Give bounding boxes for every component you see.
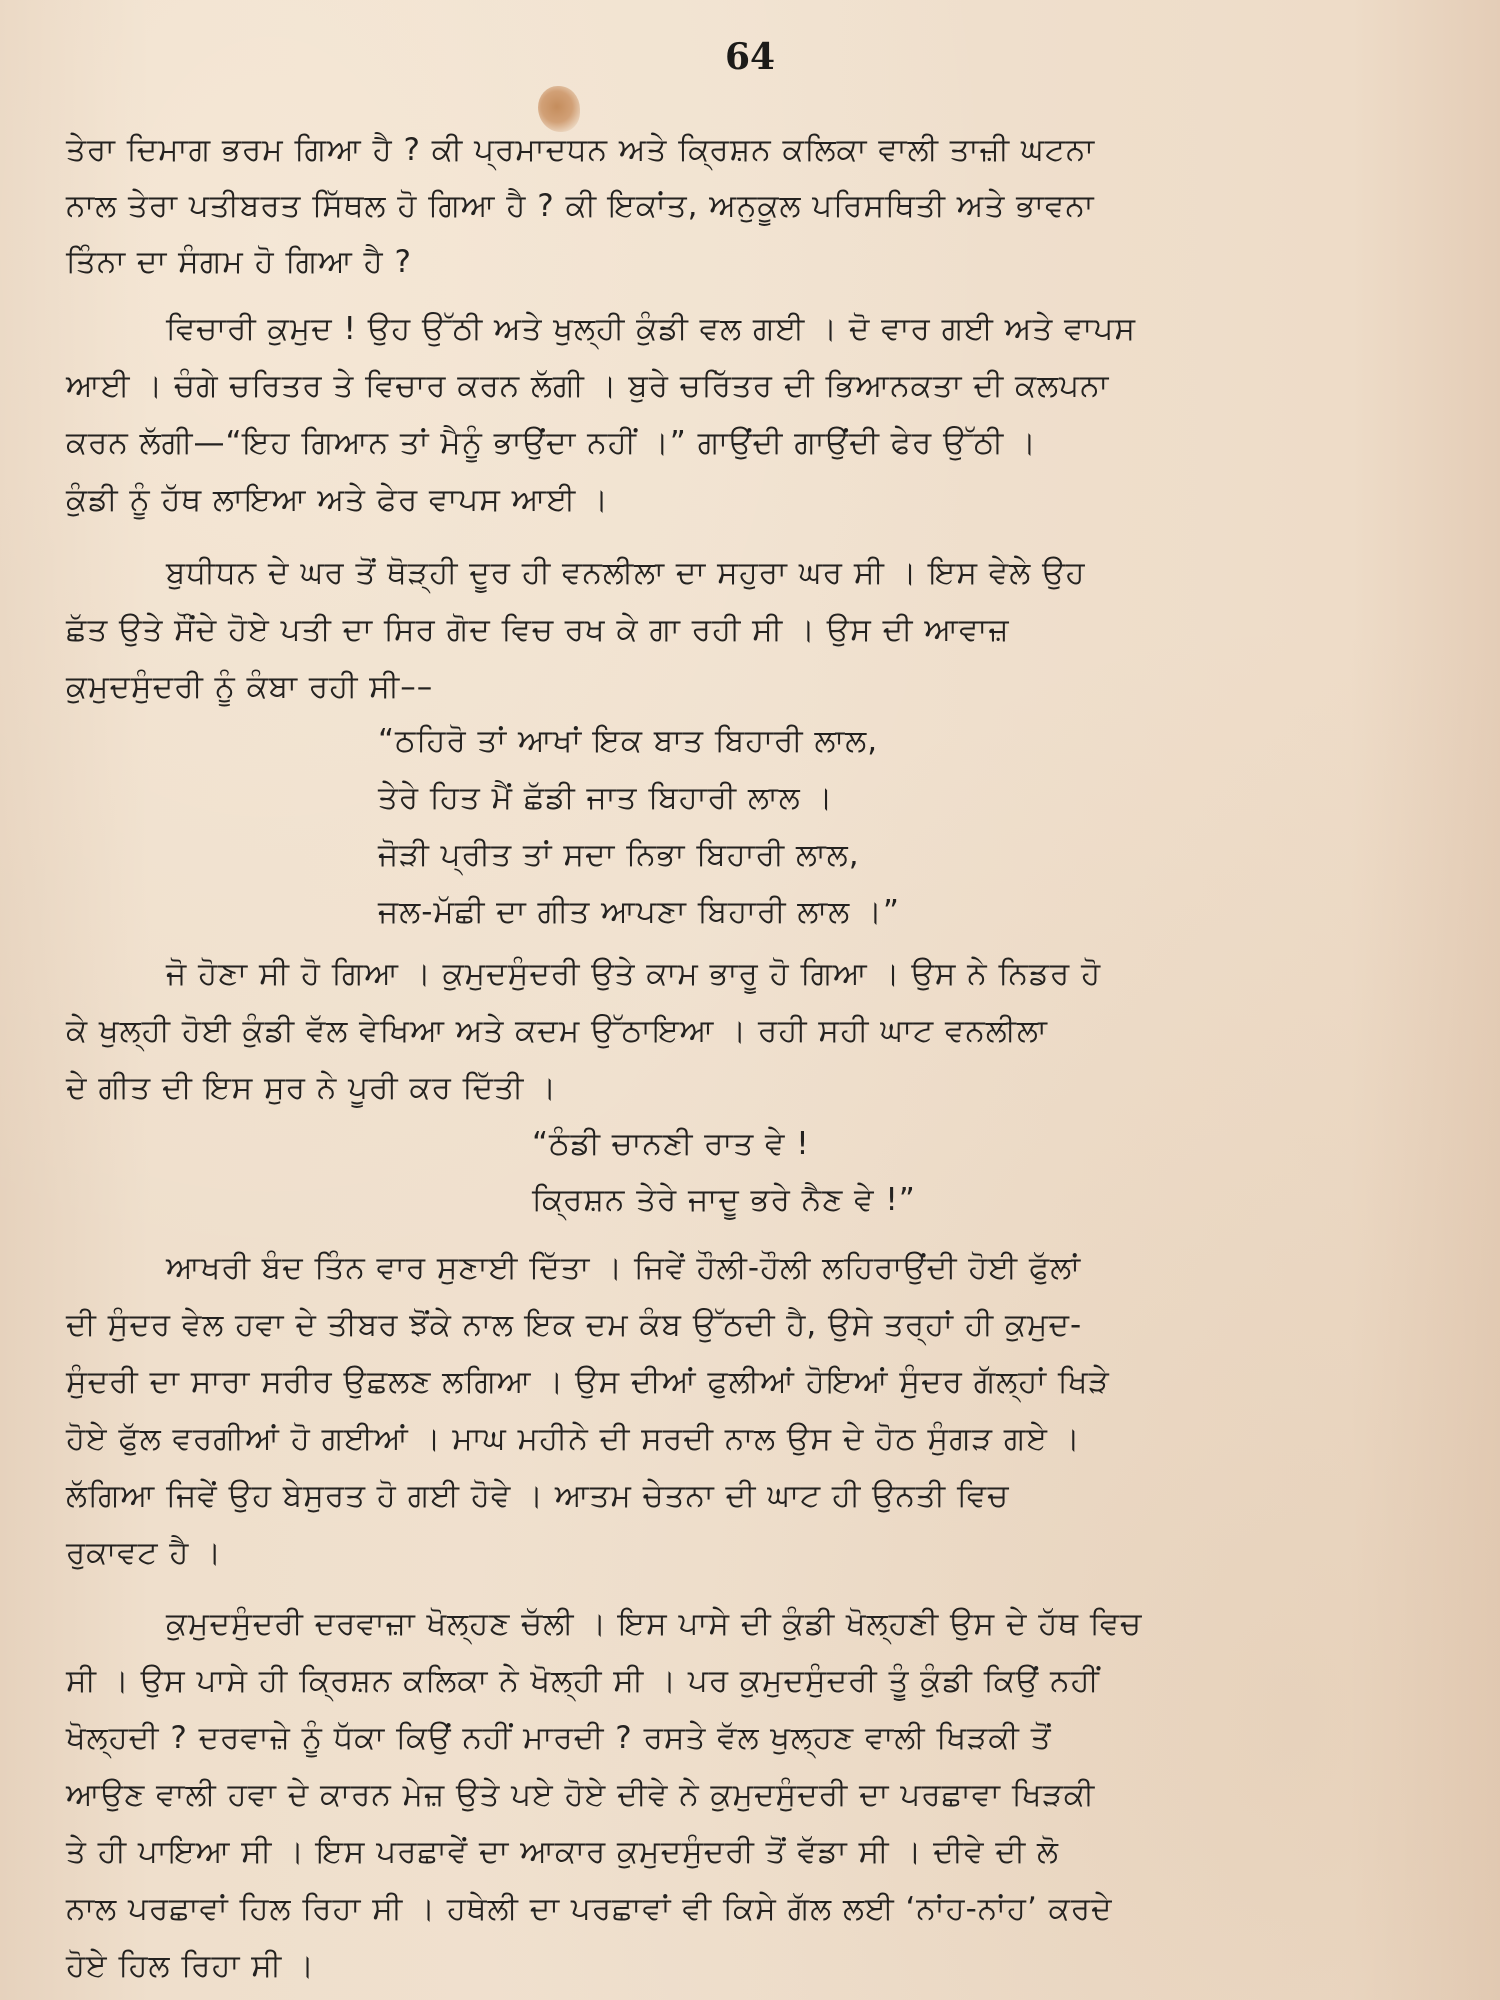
paragraph-2-line-3: ਕਰਨ ਲੱਗੀ—“ਇਹ ਗਿਆਨ ਤਾਂ ਮੈਨੂੰ ਭਾਉਂਦਾ ਨਹੀਂ ।” ਗਾਉਂਦੀ ਗਾਉਂਦੀ ਫੇਰ ਉੱਠੀ । xyxy=(66,425,1037,461)
paragraph-6-line-6: ਨਾਲ ਪਰਛਾਵਾਂ ਹਿਲ ਰਿਹਾ ਸੀ । ਹਥੇਲੀ ਦਾ ਪਰਛਾਵਾਂ ਵੀ ਕਿਸੇ ਗੱਲ ਲਈ ‘ਨਾਂਹ-ਨਾਂਹ’ ਕਰਦੇ xyxy=(66,1891,1113,1927)
paragraph-5-line-4: ਹੋਏ ਫੁੱਲ ਵਰਗੀਆਂ ਹੋ ਗਈਆਂ । ਮਾਘ ਮਹੀਨੇ ਦੀ ਸਰਦੀ ਨਾਲ ਉਸ ਦੇ ਹੋਠ ਸੁੰਗੜ ਗਏ । xyxy=(66,1421,1081,1457)
paragraph-2-line-1: ਵਿਚਾਰੀ ਕੁਮੁਦ ! ਉਹ ਉੱਠੀ ਅਤੇ ਖੁਲ੍ਹੀ ਕੁੰਡੀ ਵਲ ਗਈ । ਦੋ ਵਾਰ ਗਈ ਅਤੇ ਵਾਪਸ xyxy=(166,311,1137,347)
poem-2-line-2: ਕ੍ਰਿਸ਼ਨ ਤੇਰੇ ਜਾਦੂ ਭਰੇ ਨੈਣ ਵੇ !” xyxy=(532,1182,916,1218)
paragraph-6-line-2: ਸੀ । ਉਸ ਪਾਸੇ ਹੀ ਕ੍ਰਿਸ਼ਨ ਕਲਿਕਾ ਨੇ ਖੋਲ੍ਹੀ ਸੀ । ਪਰ ਕੁਮੁਦਸੁੰਦਰੀ ਤੂੰ ਕੁੰਡੀ ਕਿਉਂ ਨਹੀਂ xyxy=(66,1663,1100,1699)
paragraph-5-line-6: ਰੁਕਾਵਟ ਹੈ । xyxy=(66,1535,223,1571)
page-number: 64 xyxy=(724,36,776,78)
paragraph-5-line-2: ਦੀ ਸੁੰਦਰ ਵੇਲ ਹਵਾ ਦੇ ਤੀਬਰ ਝੋਂਕੇ ਨਾਲ ਇਕ ਦਮ ਕੰਬ ਉੱਠਦੀ ਹੈ, ਉਸੇ ਤਰ੍ਹਾਂ ਹੀ ਕੁਮੁਦ- xyxy=(66,1307,1083,1343)
paragraph-5-line-5: ਲੱਗਿਆ ਜਿਵੇਂ ਉਹ ਬੇਸੁਰਤ ਹੋ ਗਈ ਹੋਵੇ । ਆਤਮ ਚੇਤਨਾ ਦੀ ਘਾਟ ਹੀ ਉਨਤੀ ਵਿਚ xyxy=(66,1478,1010,1514)
poem-1-line-2: ਤੇਰੇ ਹਿਤ ਮੈਂ ਛੱਡੀ ਜਾਤ ਬਿਹਾਰੀ ਲਾਲ । xyxy=(378,780,834,816)
paragraph-4-line-2: ਕੇ ਖੁਲ੍ਹੀ ਹੋਈ ਕੁੰਡੀ ਵੱਲ ਵੇਖਿਆ ਅਤੇ ਕਦਮ ਉੱਠਾਇਆ । ਰਹੀ ਸਹੀ ਘਾਟ ਵਨਲੀਲਾ xyxy=(66,1013,1048,1049)
paragraph-6-line-5: ਤੇ ਹੀ ਪਾਇਆ ਸੀ । ਇਸ ਪਰਛਾਵੇਂ ਦਾ ਆਕਾਰ ਕੁਮੁਦਸੁੰਦਰੀ ਤੋਂ ਵੱਡਾ ਸੀ । ਦੀਵੇ ਦੀ ਲੋ xyxy=(66,1834,1059,1870)
paragraph-6-line-1: ਕੁਮੁਦਸੁੰਦਰੀ ਦਰਵਾਜ਼ਾ ਖੋਲ੍ਹਣ ਚੱਲੀ । ਇਸ ਪਾਸੇ ਦੀ ਕੁੰਡੀ ਖੋਲ੍ਹਣੀ ਉਸ ਦੇ ਹੱਥ ਵਿਚ xyxy=(166,1606,1143,1642)
paragraph-1-line-2: ਨਾਲ ਤੇਰਾ ਪਤੀਬਰਤ ਸਿੱਥਲ ਹੋ ਗਿਆ ਹੈ ? ਕੀ ਇਕਾਂਤ, ਅਨੁਕੂਲ ਪਰਿਸਥਿਤੀ ਅਤੇ ਭਾਵਨਾ xyxy=(66,188,1095,224)
poem-1-line-3: ਜੋੜੀ ਪ੍ਰੀਤ ਤਾਂ ਸਦਾ ਨਿਭਾ ਬਿਹਾਰੀ ਲਾਲ, xyxy=(378,837,860,873)
paragraph-2-line-2: ਆਈ । ਚੰਗੇ ਚਰਿਤਰ ਤੇ ਵਿਚਾਰ ਕਰਨ ਲੱਗੀ । ਬੁਰੇ ਚਰਿੱਤਰ ਦੀ ਭਿਆਨਕਤਾ ਦੀ ਕਲਪਨਾ xyxy=(66,368,1110,404)
paragraph-4-line-3: ਦੇ ਗੀਤ ਦੀ ਇਸ ਸੁਰ ਨੇ ਪੂਰੀ ਕਰ ਦਿੱਤੀ । xyxy=(66,1070,558,1106)
paragraph-6-line-3: ਖੋਲ੍ਹਦੀ ? ਦਰਵਾਜ਼ੇ ਨੂੰ ਧੱਕਾ ਕਿਉਂ ਨਹੀਂ ਮਾਰਦੀ ? ਰਸਤੇ ਵੱਲ ਖੁਲ੍ਹਣ ਵਾਲੀ ਖਿੜਕੀ ਤੋਂ xyxy=(66,1720,1052,1756)
paragraph-3-line-3: ਕੁਮੁਦਸੁੰਦਰੀ ਨੂੰ ਕੰਬਾ ਰਹੀ ਸੀ–– xyxy=(66,669,434,705)
paragraph-2-line-4: ਕੁੰਡੀ ਨੂੰ ਹੱਥ ਲਾਇਆ ਅਤੇ ਫੇਰ ਵਾਪਸ ਆਈ । xyxy=(66,482,610,518)
poem-2-line-1: “ਠੰਡੀ ਚਾਨਣੀ ਰਾਤ ਵੇ ! xyxy=(532,1126,810,1162)
paragraph-3-line-2: ਛੱਤ ਉਤੇ ਸੌਂਦੇ ਹੋਏ ਪਤੀ ਦਾ ਸਿਰ ਗੋਦ ਵਿਚ ਰਖ ਕੇ ਗਾ ਰਹੀ ਸੀ । ਉਸ ਦੀ ਆਵਾਜ਼ xyxy=(66,612,1010,648)
paragraph-1-line-1: ਤੇਰਾ ਦਿਮਾਗ ਭਰਮ ਗਿਆ ਹੈ ? ਕੀ ਪ੍ਰਮਾਦਧਨ ਅਤੇ ਕ੍ਰਿਸ਼ਨ ਕਲਿਕਾ ਵਾਲੀ ਤਾਜ਼ੀ ਘਟਨਾ xyxy=(66,132,1096,168)
paragraph-6-line-7: ਹੋਏ ਹਿਲ ਰਿਹਾ ਸੀ । xyxy=(66,1948,316,1984)
paragraph-5-line-3: ਸੁੰਦਰੀ ਦਾ ਸਾਰਾ ਸਰੀਰ ਉਛਲਣ ਲਗਿਆ । ਉਸ ਦੀਆਂ ਫੁਲੀਆਂ ਹੋਇਆਂ ਸੁੰਦਰ ਗੱਲ੍ਹਾਂ ਖਿੜੇ xyxy=(66,1364,1110,1400)
paper-stain xyxy=(538,86,580,132)
paragraph-6-line-4: ਆਉਣ ਵਾਲੀ ਹਵਾ ਦੇ ਕਾਰਨ ਮੇਜ਼ ਉਤੇ ਪਏ ਹੋਏ ਦੀਵੇ ਨੇ ਕੁਮੁਦਸੁੰਦਰੀ ਦਾ ਪਰਛਾਵਾ ਖਿੜਕੀ xyxy=(66,1777,1096,1813)
poem-1-line-1: “ਠਹਿਰੋ ਤਾਂ ਆਖਾਂ ਇਕ ਬਾਤ ਬਿਹਾਰੀ ਲਾਲ, xyxy=(378,723,879,759)
paragraph-3-line-1: ਬੁਧੀਧਨ ਦੇ ਘਰ ਤੋਂ ਥੋੜ੍ਹੀ ਦੂਰ ਹੀ ਵਨਲੀਲਾ ਦਾ ਸਹੁਰਾ ਘਰ ਸੀ । ਇਸ ਵੇਲੇ ਉਹ xyxy=(166,555,1086,591)
paragraph-5-line-1: ਆਖਰੀ ਬੰਦ ਤਿੰਨ ਵਾਰ ਸੁਣਾਈ ਦਿੱਤਾ । ਜਿਵੇਂ ਹੌਲੀ-ਹੌਲੀ ਲਹਿਰਾਉਂਦੀ ਹੋਈ ਫੁੱਲਾਂ xyxy=(166,1250,1082,1286)
paragraph-1-line-3: ਤਿੰਨਾ ਦਾ ਸੰਗਮ ਹੋ ਗਿਆ ਹੈ ? xyxy=(66,244,413,280)
paragraph-4-line-1: ਜੋ ਹੋਣਾ ਸੀ ਹੋ ਗਿਆ । ਕੁਮੁਦਸੁੰਦਰੀ ਉਤੇ ਕਾਮ ਭਾਰੂ ਹੋ ਗਿਆ । ਉਸ ਨੇ ਨਿਡਰ ਹੋ xyxy=(166,956,1102,992)
poem-1-line-4: ਜਲ-ਮੱਛੀ ਦਾ ਗੀਤ ਆਪਣਾ ਬਿਹਾਰੀ ਲਾਲ ।” xyxy=(378,894,900,930)
